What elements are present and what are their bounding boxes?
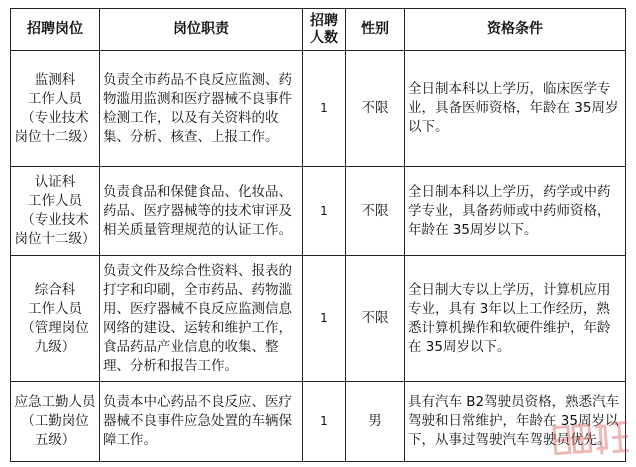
position-line: 监测科 xyxy=(34,71,76,88)
position-cell xyxy=(11,167,100,256)
requirements-cell: 具有汽车 B2驾驶员资格，熟悉汽车驾驶和日常维护，年龄在 35周岁以下，从事过驾驶汽车驾驶员优先。 xyxy=(405,382,626,462)
gender-cell: 不限 xyxy=(346,256,405,382)
position-line: （管理岗位 xyxy=(21,319,89,336)
header-count: 招聘人数 xyxy=(303,9,346,51)
duties-cell: 负责全市药品不良反应监测、药物滥用监测和医疗器械不良事件检测工作，以及有关资料的收集、分析、核查、上报工作。 xyxy=(100,51,303,167)
table-row xyxy=(11,382,626,462)
position-line: 应急工勤人员 xyxy=(14,394,96,410)
position-line: 岗位十二级） xyxy=(14,231,96,247)
position-cell xyxy=(11,382,100,462)
position-line: 岗位十二级） xyxy=(14,128,96,145)
count-cell: 1 xyxy=(303,256,346,382)
duties-cell: 负责本中心药品不良反应、医疗器械不良事件应急处置的车辆保障工作。 xyxy=(100,382,303,462)
position-line: 认证科 xyxy=(34,174,76,190)
recruitment-table xyxy=(10,8,626,462)
gender-cell: 不限 xyxy=(346,167,405,256)
position-line: 九级） xyxy=(34,338,76,355)
header-gender: 性别 xyxy=(346,9,405,51)
position-line: 综合科 xyxy=(34,281,76,298)
table-row xyxy=(11,256,626,382)
requirements-cell: 全日制本科以上学历，药学或中药学专业，具备药师或中药师资格，年龄在 35周岁以下。 xyxy=(405,167,626,256)
header-requirements: 资格条件 xyxy=(405,9,626,51)
header-duties: 岗位职责 xyxy=(100,9,303,51)
watermark-glyph-icon xyxy=(551,416,634,465)
position-line: 工作人员 xyxy=(28,193,82,209)
site-watermark-logo xyxy=(551,416,634,465)
position-cell xyxy=(11,51,100,167)
count-cell: 1 xyxy=(303,382,346,462)
position-line: 工作人员 xyxy=(28,90,82,107)
count-cell: 1 xyxy=(303,167,346,256)
requirements-cell: 全日制本科以上学历，临床医学专业，具备医师资格，年龄在 35周岁以下。 xyxy=(405,51,626,167)
position-line: 五级） xyxy=(34,432,76,448)
table-row xyxy=(11,167,626,256)
requirements-cell: 全日制大专以上学历，计算机应用专业，具有 3年以上工作经历，熟悉计算机操作和软硬件维护，年龄在 35周岁以下。 xyxy=(405,256,626,382)
position-line: （专业技术 xyxy=(21,212,89,228)
position-line: 工作人员 xyxy=(28,300,82,317)
gender-cell: 不限 xyxy=(346,51,405,167)
duties-cell: 负责文件及综合性资料、报表的打字和印刷，全市药品、药物滥用、医疗器械不良反应监测信息网络的建设、运转和维护工作，食品药品产业信息的收集、整理、分析和报告工作。 xyxy=(100,256,303,382)
position-line: （工勤岗位 xyxy=(21,413,89,429)
position-line: （专业技术 xyxy=(21,109,89,126)
table-row xyxy=(11,51,626,167)
duties-cell: 负责食品和保健食品、化妆品、药品、医疗器械等的技术审评及相关质量管理规范的认证工作。 xyxy=(100,167,303,256)
count-cell: 1 xyxy=(303,51,346,167)
gender-cell: 男 xyxy=(346,382,405,462)
header-row xyxy=(11,9,626,51)
position-cell xyxy=(11,256,100,382)
header-position: 招聘岗位 xyxy=(11,9,100,51)
